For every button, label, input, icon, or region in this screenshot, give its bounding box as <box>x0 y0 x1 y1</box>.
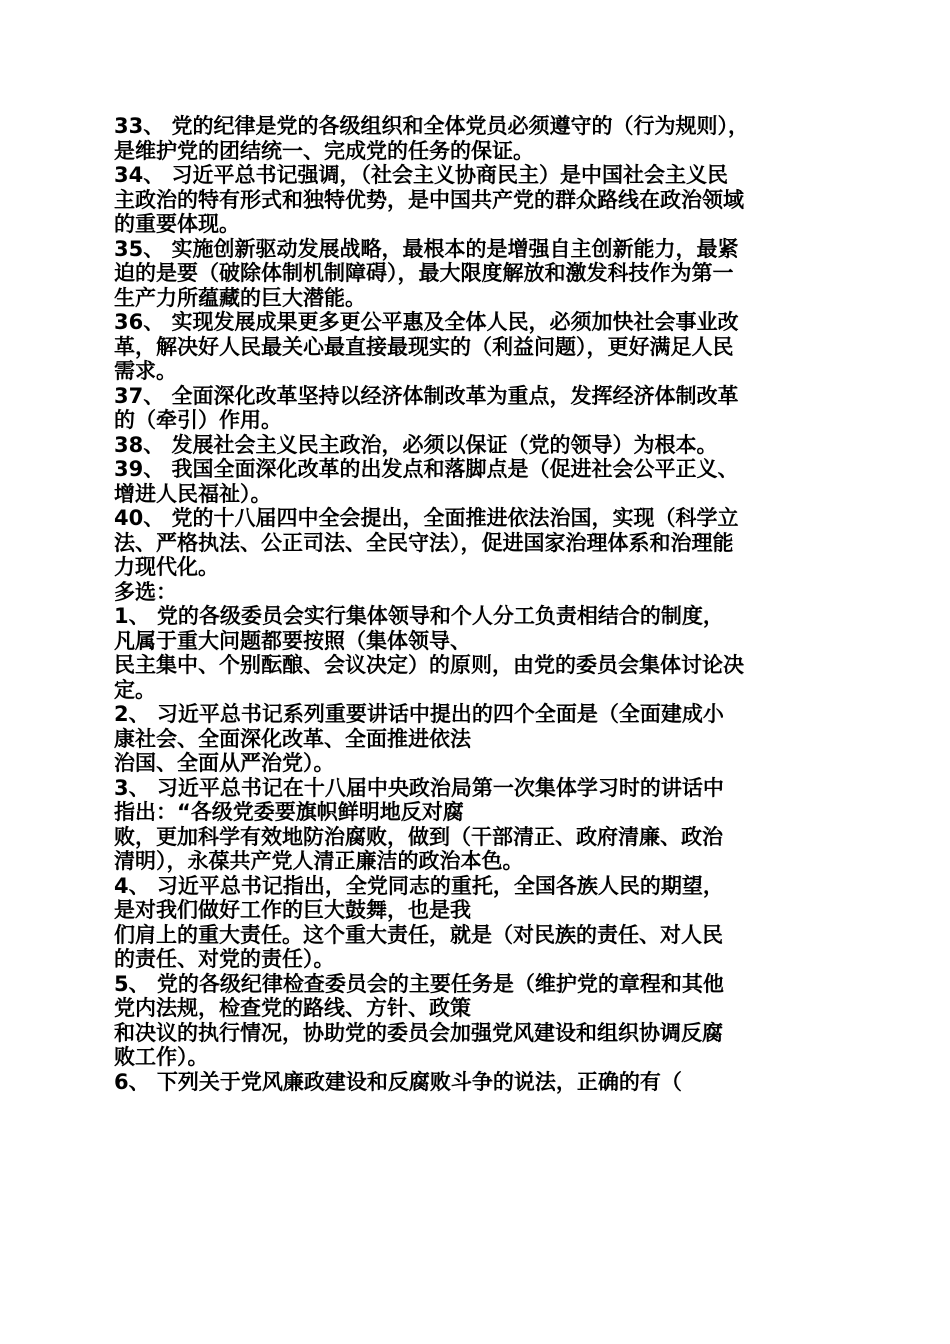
text-line: 40、 党的十八届四中全会提出，全面推进依法治国，实现（科学立 <box>114 506 739 530</box>
text-line: 的（牵引）作用。 <box>114 408 282 432</box>
section-heading: 多选： <box>114 579 177 604</box>
text-line: 迫的是要（破除体制机制障碍），最大限度解放和激发科技作为第一 <box>114 261 734 285</box>
text-line: 治国、全面从严治党）。 <box>114 751 335 775</box>
text-line: 法、严格执法、公正司法、全民守法），促进国家治理体系和治理能 <box>114 530 734 555</box>
text-line: 35、 实施创新驱动发展战略，最根本的是增强自主创新能力，最紧 <box>114 236 739 261</box>
text-line: 需求。 <box>114 359 177 383</box>
text-line: 33、 党的纪律是党的各级组织和全体党员必须遵守的（行为规则）， <box>114 114 750 138</box>
text-line: 2、 习近平总书记系列重要讲话中提出的四个全面是（全面建成小 <box>114 702 724 726</box>
text-line: 37、 全面深化改革坚持以经济体制改革为重点，发挥经济体制改革 <box>114 383 739 408</box>
text-line: 主政治的特有形式和独特优势，是中国共产党的群众路线在政治领域 <box>114 187 744 212</box>
text-line: 5、 党的各级纪律检查委员会的主要任务是（维护党的章程和其他 <box>114 971 724 996</box>
text-line: 是维护党的团结统一、完成党的任务的保证。 <box>114 138 534 163</box>
text-line: 39、 我国全面深化改革的出发点和落脚点是（促进社会公平正义、 <box>114 457 739 481</box>
text-line: 1、 党的各级委员会实行集体领导和个人分工负责相结合的制度， <box>114 604 724 628</box>
text-line: 6、 下列关于党风廉政建设和反腐败斗争的说法，正确的有（ <box>114 1069 682 1094</box>
text-line: 36、 实现发展成果更多更公平惠及全体人民，必须加快社会事业改 <box>114 310 739 334</box>
text-line: 34、 习近平总书记强调，（社会主义协商民主）是中国社会主义民 <box>114 163 729 187</box>
text-line: 败，更加科学有效地防治腐败，做到（干部清正、政府清廉、政治 <box>114 824 723 849</box>
text-line: 指出：“各级党委要旗帜鲜明地反对腐 <box>114 800 464 824</box>
text-line: 生产力所蕴藏的巨大潜能。 <box>114 285 366 310</box>
text-line: 民主集中、个别酝酿、会议决定）的原则，由党的委员会集体讨论决 <box>114 653 744 677</box>
text-line: 的责任、对党的责任）。 <box>114 947 335 971</box>
text-line: 增进人民福祉）。 <box>114 481 272 506</box>
text-line: 革，解决好人民最关心最直接最现实的（利益问题），更好满足人民 <box>114 334 734 359</box>
text-line: 和决议的执行情况，协助党的委员会加强党风建设和组织协调反腐 <box>114 1020 723 1045</box>
document-page <box>114 114 838 1094</box>
text-line: 败工作）。 <box>114 1045 209 1069</box>
text-line: 党内法规，检查党的路线、方针、政策 <box>114 996 471 1020</box>
text-line: 的重要体现。 <box>114 212 240 236</box>
text-line: 们肩上的重大责任。这个重大责任，就是（对民族的责任、对人民 <box>114 922 723 947</box>
text-line: 是对我们做好工作的巨大鼓舞，也是我 <box>114 898 471 922</box>
text-line: 定。 <box>114 677 156 702</box>
text-line: 4、 习近平总书记指出，全党同志的重托，全国各族人民的期望， <box>114 873 724 898</box>
text-line: 清明），永葆共产党人清正廉洁的政治本色。 <box>114 849 524 873</box>
text-line: 38、 发展社会主义民主政治，必须以保证（党的领导）为根本。 <box>114 432 718 457</box>
text-line: 凡属于重大问题都要按照（集体领导、 <box>114 628 471 653</box>
text-line: 3、 习近平总书记在十八届中央政治局第一次集体学习时的讲话中 <box>114 775 724 800</box>
text-line: 力现代化。 <box>114 555 219 579</box>
text-line: 康社会、全面深化改革、全面推进依法 <box>114 726 471 751</box>
